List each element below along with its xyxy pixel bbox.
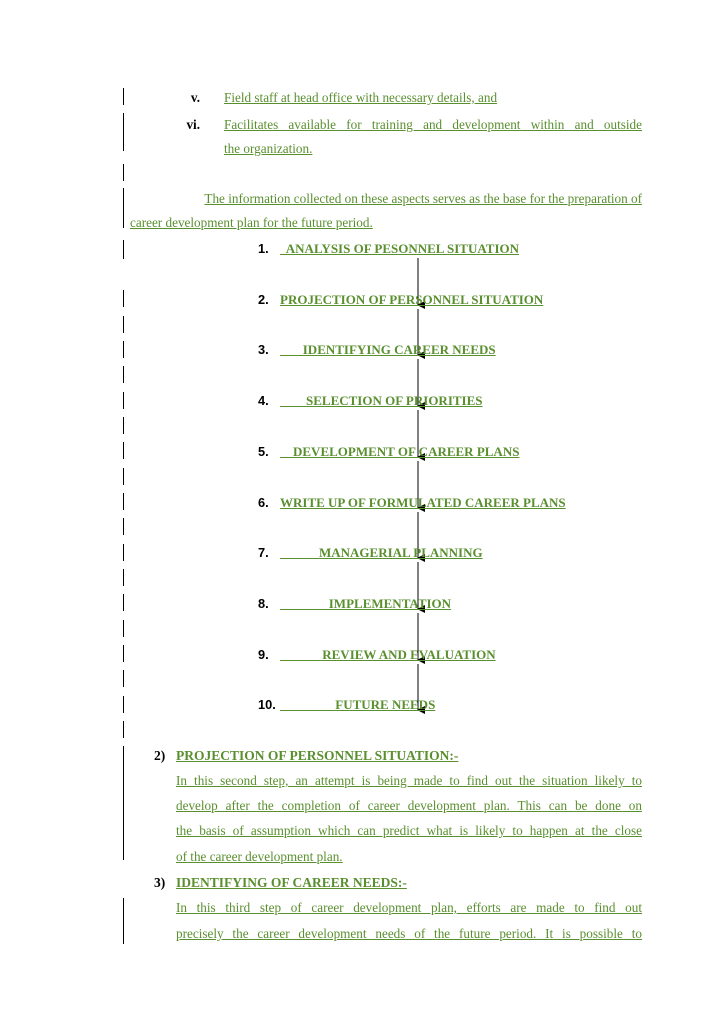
flow-step-label: ANALYSIS OF PESONNEL SITUATION <box>280 241 520 256</box>
flow-step-number: 2. <box>258 292 269 307</box>
flow-step-label: MANAGERIAL PLANNING <box>280 545 483 560</box>
flow-step-number: 4. <box>258 393 269 408</box>
flow-step-label: SELECTION OF PRIORITIES <box>280 393 483 408</box>
section-line: precisely the career development needs of the future period. It is possible to <box>176 926 642 941</box>
section-line: the basis of assumption which can predict what is likely to happen at the close <box>176 823 642 838</box>
section-title: IDENTIFYING OF CAREER NEEDS:- <box>176 875 407 890</box>
section-line: develop after the completion of career development plan. This can be done on <box>176 798 642 813</box>
flow-step-label: IMPLEMENTATION <box>280 596 452 611</box>
flow-step-number: 3. <box>258 342 269 357</box>
flow-step-number: 6. <box>258 495 269 510</box>
section-line: In this second step, an attempt is being made to find out the situation likely to <box>176 773 642 788</box>
flow-step-number: 5. <box>258 444 269 459</box>
section-line: In this third step of career development plan, efforts are made to find out <box>176 900 642 915</box>
section-number: 3) <box>154 875 166 890</box>
list-numeral: vi. <box>186 117 200 132</box>
section-title: PROJECTION OF PERSONNEL SITUATION:- <box>176 748 459 763</box>
flow-step-label: DEVELOPMENT OF CAREER PLANS <box>280 444 520 459</box>
flow-step-number: 7. <box>258 545 269 560</box>
list-numeral: v. <box>190 90 200 105</box>
flow-step-label: FUTURE NEEDS <box>280 697 436 712</box>
list-item-continuation: the organization. <box>224 141 313 156</box>
flow-step-label: IDENTIFYING CAREER NEEDS <box>280 342 496 357</box>
flow-step-label: REVIEW AND EVALUATION <box>280 647 496 662</box>
flow-step-number: 8. <box>258 596 269 611</box>
section-number: 2) <box>154 748 166 763</box>
flow-step-label: PROJECTION OF PERSONNEL SITUATION <box>280 292 544 307</box>
section-line: of the career development plan. <box>176 849 343 864</box>
intro-line: The information collected on these aspects serves as the base for the preparation of <box>204 191 642 206</box>
flow-step-number: 9. <box>258 647 269 662</box>
flow-step-label: WRITE UP OF FORMULATED CAREER PLANS <box>280 495 566 510</box>
flow-step-number: 1. <box>258 241 269 256</box>
intro-line: career development plan for the future period. <box>130 215 373 230</box>
list-item-text: Field staff at head office with necessary details, and <box>224 90 498 105</box>
list-item-text: Facilitates available for training and development within and outside <box>224 117 642 132</box>
flow-step-number: 10. <box>258 697 276 712</box>
